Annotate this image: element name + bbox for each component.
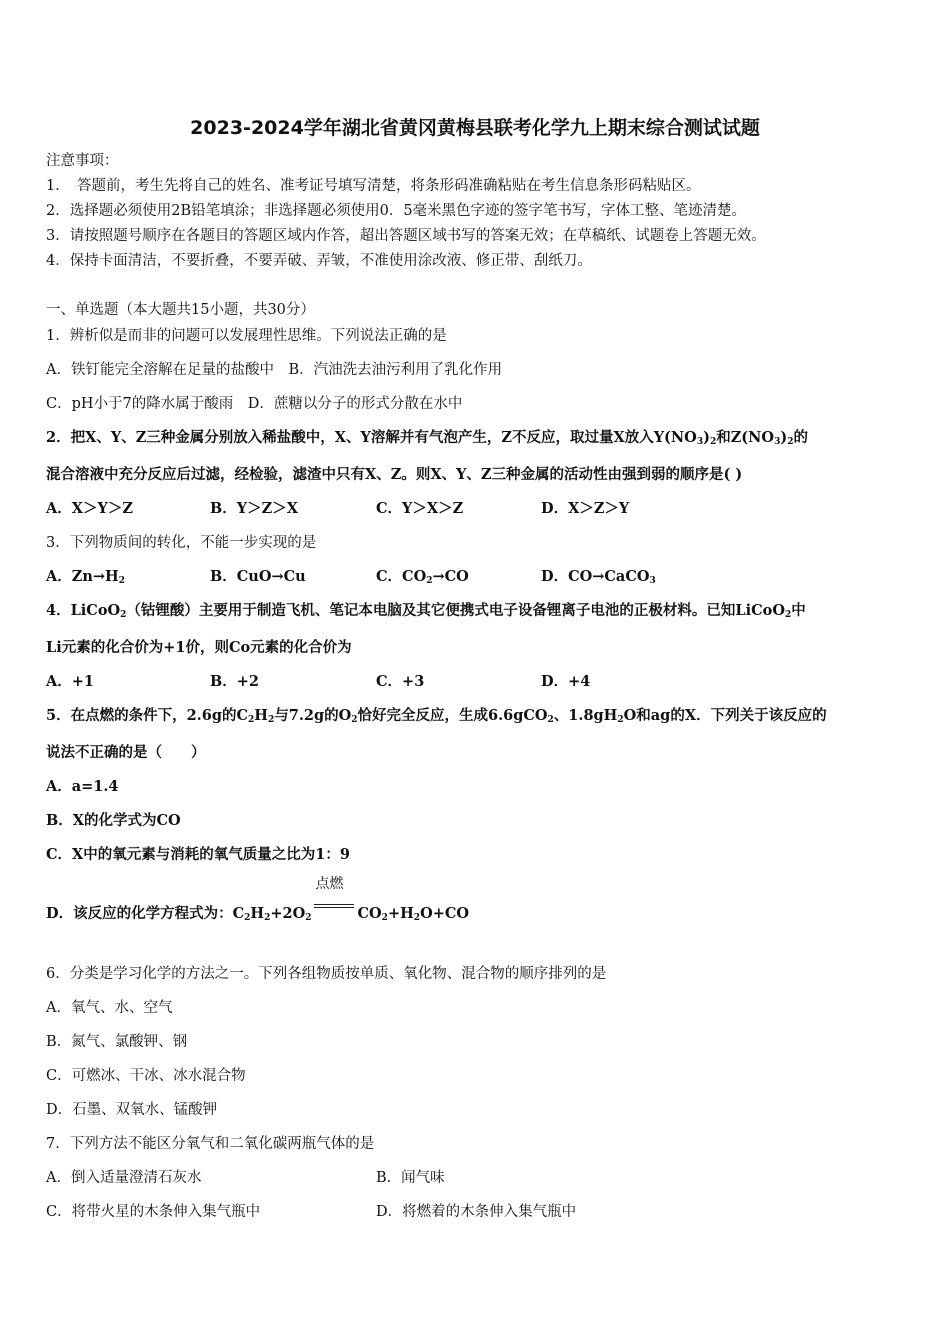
- section-heading: 一、单选题（本大题共15小题，共30分）: [46, 302, 315, 318]
- question-5-stem-line-2: 说法不正确的是（ ）: [46, 744, 206, 761]
- reaction-condition: 点燃: [315, 876, 344, 892]
- page-title: 2023-2024学年湖北省黄冈黄梅县联考化学九上期末综合测试试题: [190, 117, 760, 139]
- question-1-options-row-1: A．铁钉能完全溶解在足量的盐酸中 B．汽油洗去油污利用了乳化作用: [46, 362, 503, 378]
- question-7-stem: 7．下列方法不能区分氧气和二氧化碳两瓶气体的是: [46, 1136, 375, 1152]
- q6-option-d[interactable]: D．石墨、双氧水、锰酸钾: [46, 1102, 218, 1118]
- q3-option-d[interactable]: D．CO→CaCO$_3$: [541, 568, 656, 586]
- q4-option-a[interactable]: A．+1: [46, 673, 94, 690]
- question-4-stem-line-2: Li元素的化合价为+1价，则Co元素的化合价为: [46, 639, 352, 656]
- q7-option-d[interactable]: D．将燃着的木条伸入集气瓶中: [376, 1204, 577, 1220]
- q3-option-c[interactable]: C．$CO_2\to CO$: [376, 568, 469, 586]
- q6-option-c[interactable]: C．可燃冰、干冰、冰水混合物: [46, 1068, 246, 1084]
- q4-option-c[interactable]: C．+3: [376, 673, 425, 690]
- q2-option-d[interactable]: D．X＞Z＞Y: [541, 500, 630, 517]
- q5-option-c[interactable]: C．X中的氧元素与消耗的氧气质量之比为1：9: [46, 846, 350, 863]
- notice-item-1: 1． 答题前，考生先将自己的姓名、准考证号填写清楚，将条形码准确粘贴在考生信息条形码粘贴区。: [46, 178, 701, 194]
- q7-option-a[interactable]: A．倒入适量澄清石灰水: [46, 1170, 202, 1186]
- question-2-stem-line-2: 混合溶液中充分反应后过滤，经检验，滤渣中只有X、Z。则X、Y、Z三种金属的活动性由强到弱的顺序是( ): [46, 466, 743, 483]
- q7-option-b[interactable]: B．闻气味: [376, 1170, 445, 1186]
- reaction-condition-arrow: [314, 876, 356, 924]
- q2-option-c[interactable]: C．Y＞X＞Z: [376, 500, 464, 517]
- q2-option-a[interactable]: A．X＞Y＞Z: [46, 500, 133, 517]
- q3-option-a[interactable]: A．$Zn\to H_2$: [46, 568, 125, 586]
- q6-option-b[interactable]: B．氮气、氯酸钾、钢: [46, 1034, 188, 1050]
- notice-item-2: 2．选择题必须使用2B铅笔填涂；非选择题必须使用0．5毫米黑色字迹的签字笔书写，字体工整、笔迹清楚。: [46, 203, 747, 219]
- q5-option-b[interactable]: B．X的化学式为CO: [46, 812, 181, 829]
- q7-option-c[interactable]: C．将带火星的木条伸入集气瓶中: [46, 1204, 261, 1220]
- question-1-stem: 1．辨析似是而非的问题可以发展理性思维。下列说法正确的是: [46, 328, 447, 344]
- question-2-stem-line-1: 2．把X、Y、Z三种金属分别放入稀盐酸中，X、Y溶解并有气泡产生，Z不反应，取过量X放入$Y(NO_3)_2$和$Z(NO_3)_2$的: [46, 429, 808, 447]
- question-4-stem-line-1: 4．LiCoO$_2$（钴锂酸）主要用于制造飞机、笔记本电脑及其它便携式电子设备锂离子电池的正极材料。已知LiCoO$_2$中: [46, 602, 806, 620]
- question-5-stem-line-1: 5．在点燃的条件下，2.6g的$C_2H_2$与7.2g的$O_2$恰好完全反应，生成6.6gCO$_2$、$1.8gH_2O$和ag的X．下列关于该反应的: [46, 707, 827, 725]
- q4-option-b[interactable]: B．+2: [210, 673, 259, 690]
- notice-item-3: 3．请按照题号顺序在各题目的答题区域内作答，超出答题区域书写的答案无效；在草稿纸、试题卷上答题无效。: [46, 228, 766, 244]
- notice-item-4: 4．保持卡面清洁，不要折叠，不要弄破、弄皱，不准使用涂改液、修正带、刮纸刀。: [46, 253, 592, 269]
- q2-option-b[interactable]: B．Y＞Z＞X: [210, 500, 298, 517]
- question-3-stem: 3．下列物质间的转化，不能一步实现的是: [46, 535, 317, 551]
- q6-option-a[interactable]: A．氧气、水、空气: [46, 1000, 173, 1016]
- q3-option-b[interactable]: B．CuO→Cu: [210, 568, 306, 585]
- q5-option-d[interactable]: D．该反应的化学方程式为：$C_2H_2+2O_2$ 点燃 $CO_2+H_2O+CO$: [46, 876, 470, 923]
- q5-option-a[interactable]: A．a=1.4: [46, 778, 119, 795]
- question-6-stem: 6．分类是学习化学的方法之一。下列各组物质按单质、氧化物、混合物的顺序排列的是: [46, 966, 607, 982]
- question-1-options-row-2: C．pH小于7的降水属于酸雨 D．蔗糖以分子的形式分散在水中: [46, 396, 463, 412]
- q4-option-d[interactable]: D．+4: [541, 673, 591, 690]
- notice-heading: 注意事项：: [46, 153, 119, 169]
